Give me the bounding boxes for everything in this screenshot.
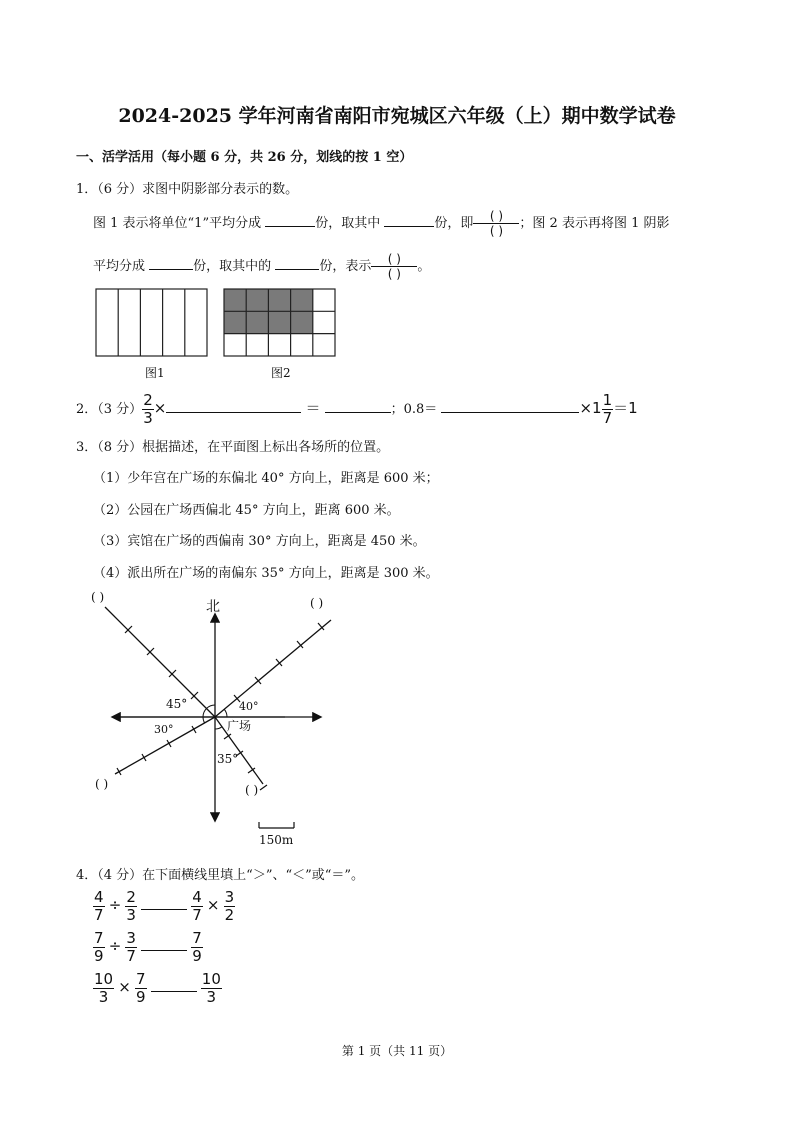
times-sign: × [206, 896, 220, 914]
answer-paren-southeast[interactable]: ( ) [245, 783, 259, 797]
angle-45-label: 45° [166, 697, 188, 711]
compare-row [93, 890, 235, 923]
q2-text: ；0.8＝ [390, 402, 438, 417]
compare-blank[interactable] [141, 895, 187, 910]
figure-1-label: 图1 [145, 366, 165, 380]
answer-blank[interactable] [166, 398, 301, 413]
question-1-heading: 1．（6 分）求图中阴影部分表示的数。 [76, 182, 299, 197]
fraction: $\frac{4}{7}$ [192, 888, 202, 924]
q1-text: 图 1 表示将单位“1”平均分成 [93, 216, 262, 231]
fraction-2-3: $\frac{2}{3}$ [143, 391, 153, 427]
fraction: $\frac{4}{7}$ [94, 888, 104, 924]
page-title: 2024-2025 学年河南省南阳市宛城区六年级（上）期中数学试卷 [118, 105, 676, 127]
section-heading: 一、活学活用（每小题 6 分，共 26 分，划线的按 1 空） [76, 150, 413, 165]
fraction: $\frac{3}{7}$ [126, 929, 136, 965]
fraction: $\frac{3}{2}$ [224, 888, 235, 924]
ray-northwest [105, 607, 215, 717]
fraction: $\frac{10}{3}$ [201, 970, 221, 1006]
equals-one: ＝1 [613, 399, 638, 417]
answer-blank[interactable] [265, 212, 315, 227]
q1-text: 份，表示 [319, 259, 372, 274]
question-1-line-1 [93, 210, 670, 237]
q1-text: 份，即 [434, 216, 474, 231]
q3-item: （1）少年宫在广场的东偏北 40° 方向上，距离是 600 米； [93, 471, 439, 486]
answer-blank[interactable] [275, 255, 319, 270]
answer-paren-northwest[interactable]: ( ) [91, 590, 105, 604]
direction-diagram [85, 590, 355, 840]
question-1-line-2 [93, 253, 430, 280]
q2-heading: 2．（3 分） [76, 402, 143, 417]
q1-text: 。 [417, 259, 431, 274]
answer-paren-southwest[interactable]: ( ) [95, 777, 109, 791]
ray-northeast [215, 620, 331, 717]
angle-40-label: 40° [239, 700, 259, 713]
q1-text: 份，取其中 [315, 216, 381, 231]
times-sign: × [153, 399, 167, 417]
compare-blank[interactable] [141, 936, 187, 951]
angle-35-label: 35° [217, 752, 239, 766]
question-2 [76, 393, 638, 426]
times-sign: ×1 [579, 399, 602, 417]
question-3-heading: 3．（8 分）根据描述，在平面图上标出各场所的位置。 [76, 440, 390, 455]
answer-fraction[interactable]: $\frac{( )}{( )}$ [371, 253, 417, 280]
page-footer: 第 1 页（共 11 页） [341, 1044, 453, 1058]
fraction: $\frac{7}{9}$ [135, 970, 146, 1006]
q3-item: （4）派出所在广场的南偏东 35° 方向上，距离是 300 米。 [93, 566, 439, 581]
figure-1-and-2 [95, 288, 340, 384]
fraction: $\frac{7}{9}$ [94, 929, 104, 965]
figure-1 [96, 289, 207, 356]
q1-text: ；图 2 表示再将图 1 阴影 [519, 216, 670, 231]
scale-bar [259, 822, 294, 828]
fraction-1-7: $\frac{1}{7}$ [602, 391, 613, 427]
fraction: $\frac{2}{3}$ [126, 888, 136, 924]
answer-blank[interactable] [325, 398, 391, 413]
compare-row [93, 972, 222, 1005]
plaza-label: 广场 [227, 719, 252, 733]
q1-text: 份，取其中的 [193, 259, 272, 274]
answer-blank[interactable] [384, 212, 434, 227]
times-sign: × [118, 978, 131, 996]
question-4-heading: 4．（4 分）在下面横线里填上“＞”、“＜”或“＝”。 [76, 868, 365, 883]
fraction: $\frac{10}{3}$ [94, 970, 114, 1006]
answer-blank[interactable] [441, 398, 579, 413]
fraction: $\frac{7}{9}$ [192, 929, 202, 965]
answer-blank[interactable] [149, 255, 193, 270]
compare-row [93, 931, 203, 964]
answer-paren-northeast[interactable]: ( ) [310, 596, 324, 610]
figure-2-label: 图2 [271, 366, 291, 380]
compare-blank[interactable] [151, 977, 197, 992]
divide-sign: ÷ [108, 937, 122, 955]
q1-text: 平均分成 [93, 259, 146, 274]
angle-30-label: 30° [154, 723, 174, 736]
north-label: 北 [206, 599, 220, 615]
scale-label: 150m [259, 833, 294, 847]
equals-sign: ＝ [305, 399, 321, 417]
q3-item: （2）公园在广场西偏北 45° 方向上，距离 600 米。 [93, 503, 400, 518]
answer-fraction[interactable]: $\frac{( )}{( )}$ [473, 210, 519, 237]
q3-item: （3）宾馆在广场的西偏南 30° 方向上，距离是 450 米。 [93, 534, 426, 549]
figure-2 [224, 289, 335, 356]
divide-sign: ÷ [108, 896, 122, 914]
